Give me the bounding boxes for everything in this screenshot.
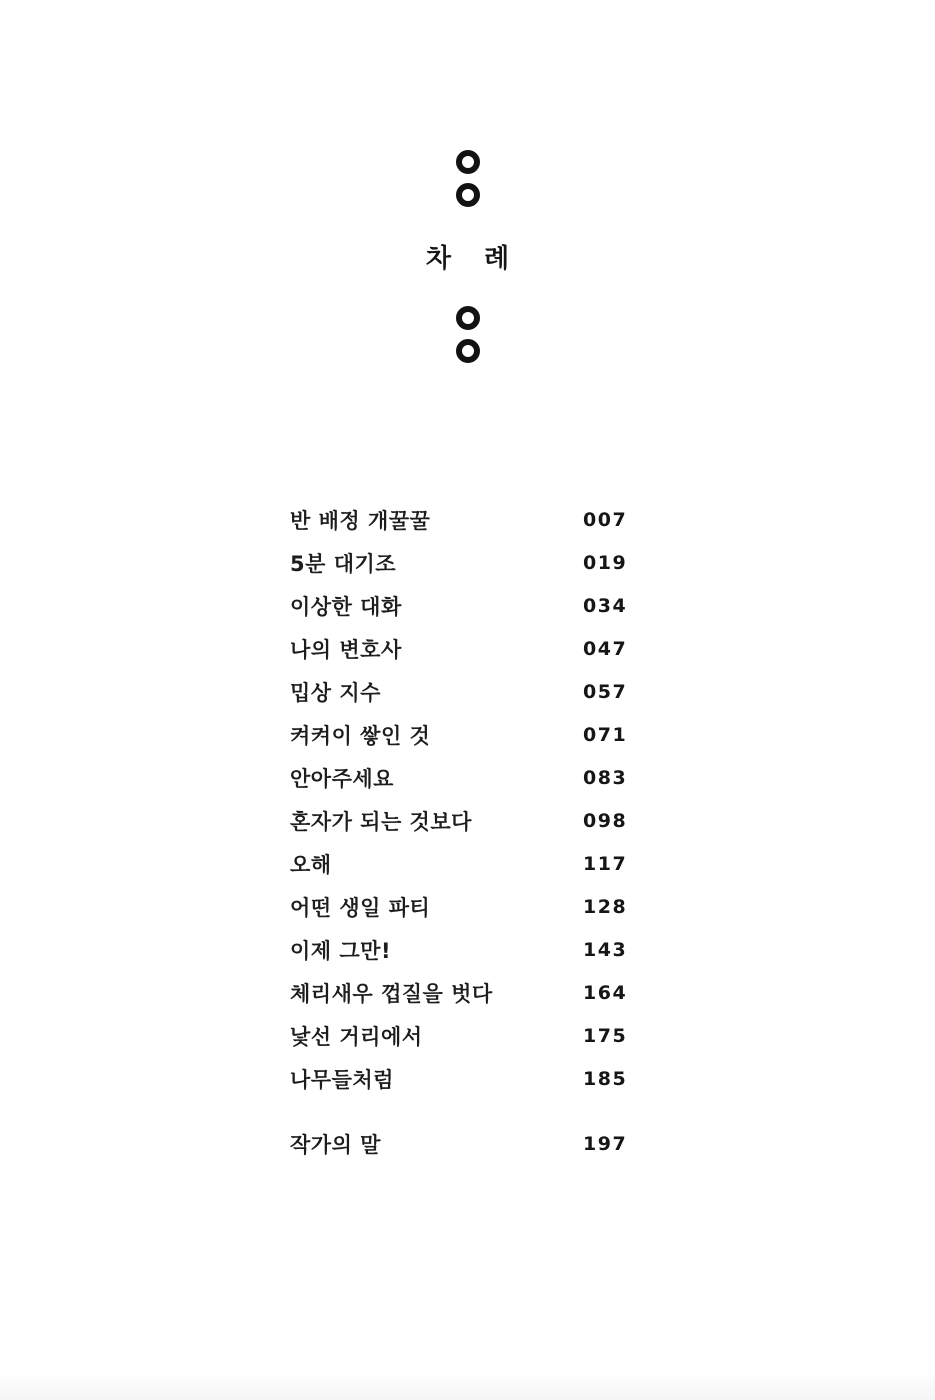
toc-list [290, 498, 670, 1165]
circle-icon [456, 306, 480, 330]
chapter-page: 057 [583, 680, 628, 703]
circle-icon [456, 183, 480, 207]
toc-row [290, 1057, 670, 1100]
chapter-title: 켜켜이 쌓인 것 [290, 723, 431, 748]
chapter-title: 나무들처럼 [290, 1067, 394, 1092]
toc-row [290, 928, 670, 971]
double-circle-ornament-bottom [0, 306, 935, 363]
chapter-title: 어떤 생일 파티 [290, 895, 431, 920]
toc-row [290, 971, 670, 1014]
toc-row [290, 498, 670, 541]
chapter-page: 098 [583, 809, 628, 832]
double-circle-ornament-top [0, 150, 935, 207]
chapter-title: 이제 그만! [290, 938, 392, 963]
chapter-title: 오해 [290, 852, 332, 877]
toc-row [290, 756, 670, 799]
toc-row-appendix [290, 1122, 670, 1165]
toc-row [290, 541, 670, 584]
scan-artifact [0, 1372, 935, 1400]
appendix-page: 197 [583, 1132, 628, 1155]
chapter-title: 나의 변호사 [290, 637, 402, 662]
chapter-page: 185 [583, 1067, 628, 1090]
toc-row [290, 670, 670, 713]
chapter-page: 071 [583, 723, 628, 746]
circle-icon [456, 150, 480, 174]
chapter-title: 반 배정 개꿀꿀 [290, 508, 431, 533]
chapter-title: 안아주세요 [290, 766, 394, 791]
chapter-title: 밉상 지수 [290, 680, 381, 705]
toc-row [290, 1014, 670, 1057]
appendix-title: 작가의 말 [290, 1132, 381, 1157]
chapter-title: 체리새우 껍질을 벗다 [290, 981, 493, 1006]
chapter-title: 낯선 거리에서 [290, 1024, 423, 1049]
toc-row [290, 842, 670, 885]
chapter-page: 143 [583, 938, 628, 961]
chapter-title: 혼자가 되는 것보다 [290, 809, 472, 834]
toc-row [290, 713, 670, 756]
chapter-page: 019 [583, 551, 628, 574]
chapter-title: 5분 대기조 [290, 551, 397, 576]
chapter-title: 이상한 대화 [290, 594, 402, 619]
toc-row [290, 885, 670, 928]
chapter-page: 164 [583, 981, 628, 1004]
page-title: 차 례 [425, 244, 522, 274]
toc-row [290, 799, 670, 842]
chapter-page: 175 [583, 1024, 628, 1047]
chapter-page: 083 [583, 766, 628, 789]
chapter-page: 117 [583, 852, 628, 875]
chapter-page: 128 [583, 895, 628, 918]
chapter-page: 047 [583, 637, 628, 660]
toc-row [290, 627, 670, 670]
circle-icon [456, 339, 480, 363]
chapter-page: 034 [583, 594, 628, 617]
toc-row [290, 584, 670, 627]
chapter-page: 007 [583, 508, 628, 531]
